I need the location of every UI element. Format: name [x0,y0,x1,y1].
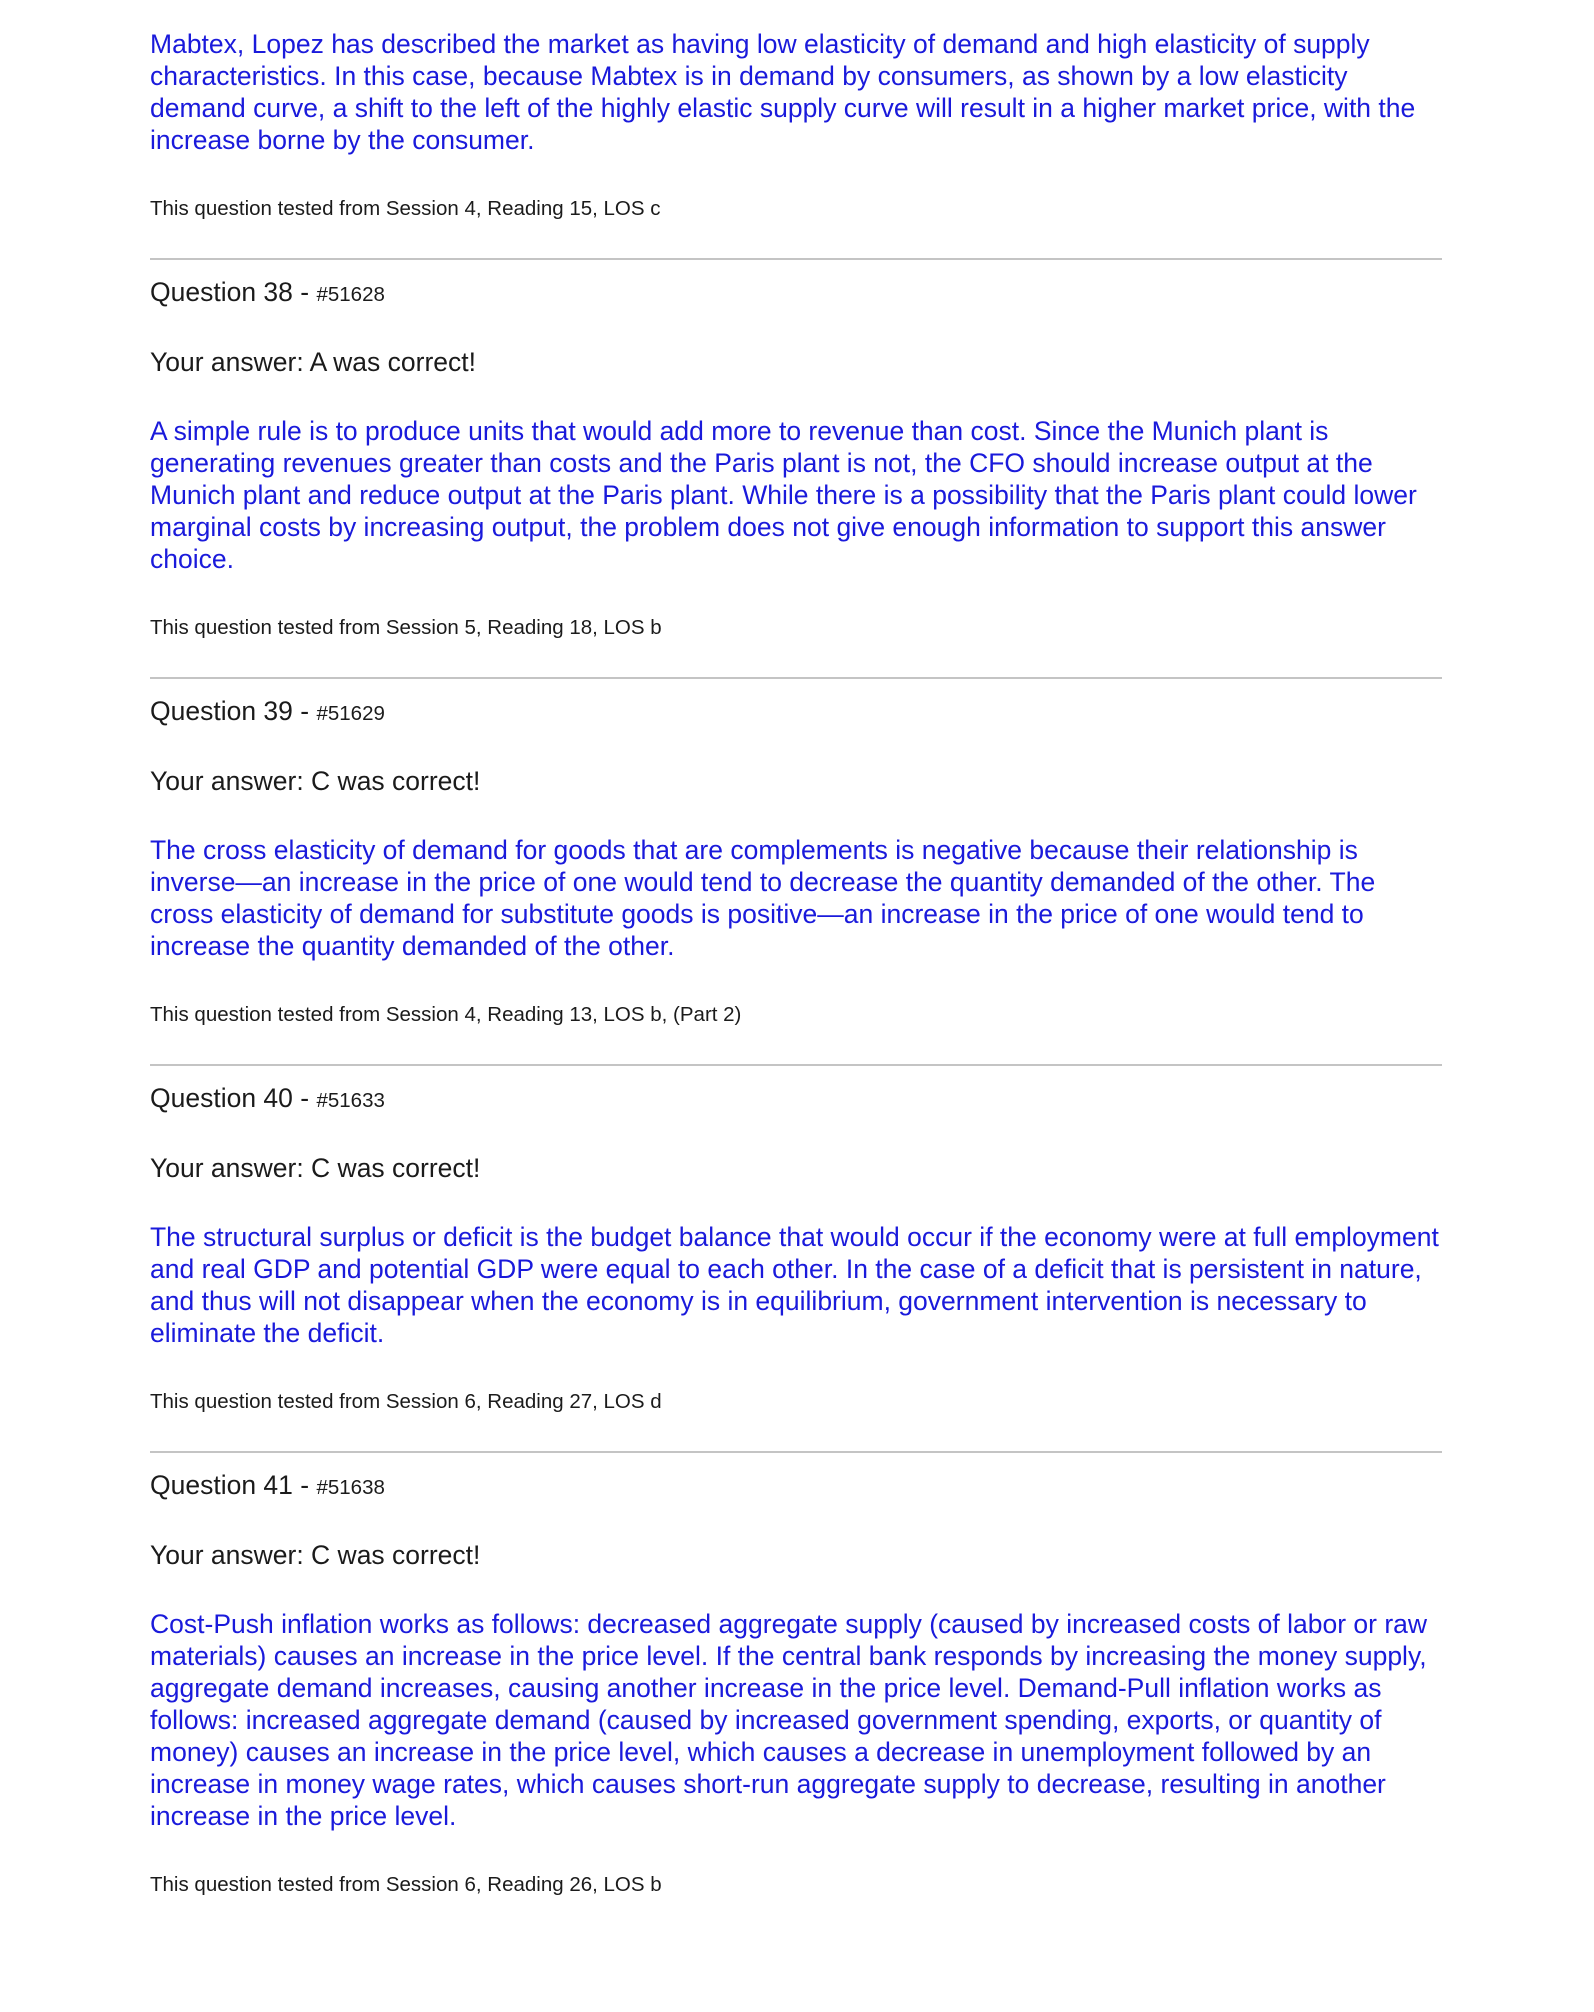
question-heading [150,695,1442,730]
question-explanation: Cost-Push inflation works as follows: decreased aggregate supply (caused by increased costs of labor or raw materials) causes an increase in the price level. If the central bank responds by increasing the money supply, aggregate demand increases, causing another increase in the price level. Demand-Pull inflation works as follows: increased aggregate demand (caused by increased government spending, exports, or quantity of money) causes an increase in the price level, which causes a decrease in unemployment followed by an increase in money wage rates, which causes short-run aggregate supply to decrease, resulting in another increase in the price level. [150,1609,1428,1831]
question-id: #51633 [316,1089,385,1112]
question-title: Question 38 [150,277,293,307]
question-block [150,679,1442,1066]
page-content [150,28,1442,1898]
answer-result: Your answer: C was correct! [150,766,481,796]
question-heading [150,1082,1442,1117]
question-separator: - [292,277,317,307]
question-separator: - [292,1470,317,1500]
question-block [150,260,1442,679]
intro-los: This question tested from Session 4, Reading 15, LOS c [150,197,661,220]
question-title: Question 41 [150,1470,293,1500]
question-explanation: A simple rule is to produce units that would add more to revenue than cost. Since the Munich plant is generating revenues greater than costs and the Paris plant is not, the CFO should increase output at the Munich plant and reduce output at the Paris plant. While there is a possibility that the Paris plant could lower marginal costs by increasing output, the problem does not give enough information to support this answer choice. [150,416,1417,574]
question-los: This question tested from Session 6, Reading 27, LOS d [150,1390,662,1413]
question-heading [150,276,1442,311]
question-explanation: The cross elasticity of demand for goods that are complements is negative because their relationship is inverse—an increase in the price of one would tend to decrease the quantity demanded of the other. The cross elasticity of demand for substitute goods is positive—an increase in the price of one would tend to increase the quantity demanded of the other. [150,835,1376,961]
question-block [150,1066,1442,1453]
answer-result: Your answer: C was correct! [150,1540,481,1570]
answer-result: Your answer: C was correct! [150,1153,481,1183]
question-los: This question tested from Session 6, Reading 26, LOS b [150,1873,662,1896]
question-title: Question 39 [150,696,293,726]
question-id: #51638 [316,1476,385,1499]
intro-explanation: Mabtex, Lopez has described the market as having low elasticity of demand and high elasticity of supply characteristics. In this case, because Mabtex is in demand by consumers, as shown by a low elasticity demand curve, a shift to the left of the highly elastic supply curve will result in a higher market price, with the increase borne by the consumer. [150,29,1416,155]
question-title: Question 40 [150,1083,293,1113]
question-separator: - [292,1083,317,1113]
question-los: This question tested from Session 4, Reading 13, LOS b, (Part 2) [150,1003,742,1026]
question-block [150,1453,1442,1898]
question-id: #51628 [316,283,385,306]
question-explanation: The structural surplus or deficit is the budget balance that would occur if the economy were at full employment and real GDP and potential GDP were equal to each other. In the case of a deficit that is persistent in nature, and thus will not disappear when the economy is in equilibrium, government intervention is necessary to eliminate the deficit. [150,1222,1439,1348]
question-id: #51629 [316,702,385,725]
question-los: This question tested from Session 5, Reading 18, LOS b [150,616,662,639]
answer-result: Your answer: A was correct! [150,347,477,377]
question-separator: - [292,696,317,726]
question-heading [150,1469,1442,1504]
